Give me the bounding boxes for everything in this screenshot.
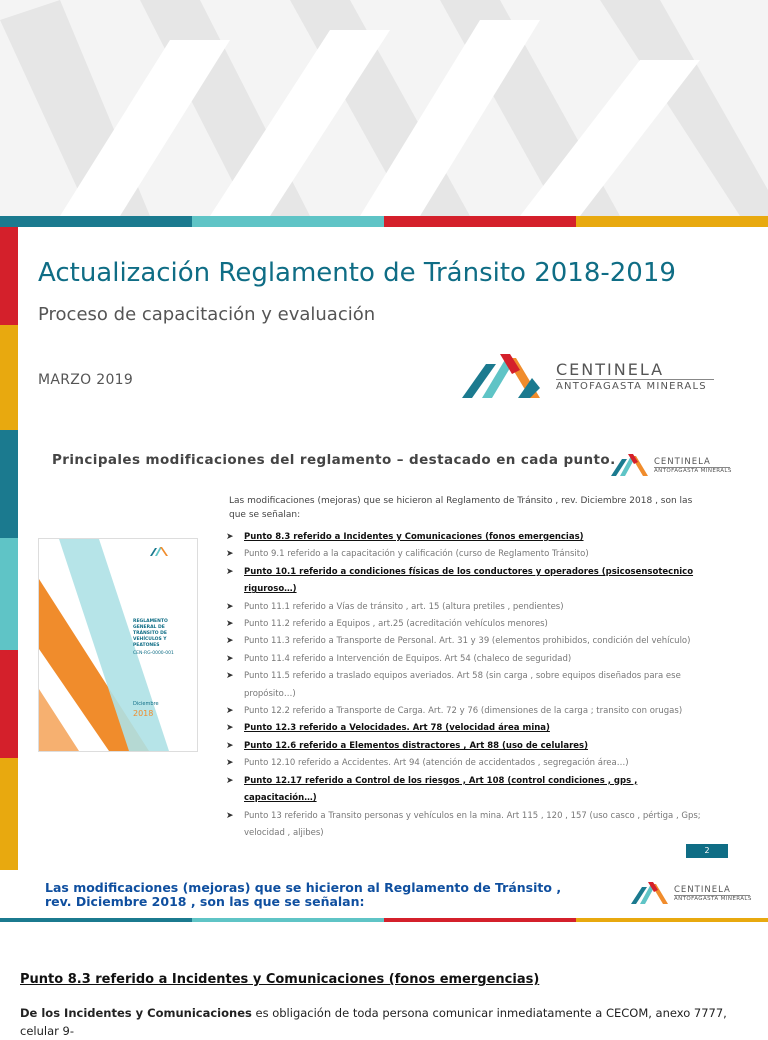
point-text: Punto 12.17 referido a Control de los riesgos , Art 108 (control condiciones , gps , capacitación…) (244, 775, 638, 804)
logo-small-name: CENTINELA (654, 457, 711, 467)
section-heading: Principales modificaciones del reglamento – destacado en cada punto. (52, 452, 616, 468)
slide-date: MARZO 2019 (38, 372, 134, 388)
points-list (224, 529, 704, 842)
arrow-bullet-icon: ➤ (226, 549, 234, 560)
point-text: Punto 11.1 referido a Vías de tránsito , art. 15 (altura pretiles , pendientes) (244, 601, 564, 612)
arrow-bullet-icon: ➤ (226, 758, 234, 769)
sidebar-red-2 (0, 650, 18, 758)
arrow-bullet-icon: ➤ (226, 636, 234, 647)
arrow-bullet-icon: ➤ (226, 566, 234, 577)
arrow-bullet-icon: ➤ (226, 532, 234, 542)
stripe-yellow (576, 216, 768, 227)
hero-pattern (0, 0, 768, 216)
point-text: Punto 10.1 referido a condiciones físicas de los conductores y operadores (psicosensotecnico riguroso…) (244, 566, 694, 595)
point-text: Punto 12.6 referido a Elementos distractores , Art 88 (uso de celulares) (244, 740, 588, 751)
point-item (224, 703, 704, 720)
point-text: Punto 11.2 referido a Equipos , art.25 (acreditación vehículos menores) (244, 619, 548, 630)
page3-stripe (0, 918, 768, 922)
point-item (224, 564, 704, 599)
sidebar-light-teal (0, 538, 18, 650)
arrow-bullet-icon: ➤ (226, 706, 234, 717)
point-text: Punto 8.3 referido a Incidentes y Comunicaciones (fonos emergencias) (244, 532, 584, 542)
point-text: Punto 9.1 referido a la capacitación y calificación (curso de Reglamento Tránsito) (244, 549, 589, 560)
point-item (224, 668, 704, 703)
page3-stripe-yellow (576, 918, 768, 922)
stripe-light-teal (192, 216, 384, 227)
page3-body-bold: De los Incidentes y Comunicaciones (20, 1006, 252, 1020)
arrow-bullet-icon: ➤ (226, 619, 234, 630)
logo-page3-tagline: ANTOFAGASTA MINERALS (674, 896, 752, 902)
sidebar-yellow (0, 325, 18, 430)
logo-divider (556, 379, 714, 380)
point-item (224, 616, 704, 633)
point-text: Punto 11.5 referido a traslado equipos averiados. Art 58 (sin carga , sobre equipos diseñados para ese propósito…) (244, 671, 681, 699)
slide-subtitle: Proceso de capacitación y evaluación (38, 304, 376, 325)
point-item (224, 720, 704, 737)
point-text: Punto 11.4 referido a Intervención de Equipos. Art 54 (chaleco de seguridad) (244, 653, 572, 664)
page3-stripe-teal (0, 918, 192, 922)
centinela-logo-icon (460, 350, 552, 406)
point-item (224, 633, 704, 650)
page3-heading: Las modificaciones (mejoras) que se hicieron al Reglamento de Tránsito , rev. Diciembre 2018 , son las que se señalan: (45, 880, 562, 909)
document-month: Diciembre (133, 701, 159, 707)
document-logo-icon (149, 545, 169, 557)
sidebar-teal (0, 430, 18, 538)
page3-stripe-light-teal (192, 918, 384, 922)
point-item (224, 529, 704, 546)
page-number-badge: 2 (686, 844, 728, 858)
arrow-bullet-icon: ➤ (226, 671, 234, 682)
point-text: Punto 12.3 referido a Velocidades. Art 78 (velocidad área mina) (244, 723, 550, 734)
logo-tagline: ANTOFAGASTA MINERALS (556, 381, 707, 392)
document-year: 2018 (133, 709, 154, 718)
slide-title: Actualización Reglamento de Tránsito 2018-2019 (38, 258, 676, 288)
point-item (224, 808, 704, 843)
arrow-bullet-icon: ➤ (226, 601, 234, 612)
point-text: Punto 12.10 referido a Accidentes. Art 94 (atención de accidentados , segregación área…) (244, 758, 629, 769)
hero-banner (0, 0, 768, 216)
arrow-bullet-icon: ➤ (226, 653, 234, 664)
point-text: Punto 12.2 referido a Transporte de Carga. Art. 72 y 76 (dimensiones de la carga ; transito con orugas) (244, 706, 683, 717)
centinela-logo-small (610, 452, 732, 480)
document-cover (38, 538, 198, 752)
intro-text: Las modificaciones (mejoras) que se hicieron al Reglamento de Tránsito , rev. Diciembre 2018 , son las que se señalan: (229, 496, 693, 520)
page3-body-rest: es obligación de toda persona comunicar inmediatamente a CECOM, anexo 7777, celular 9- (20, 1006, 727, 1038)
arrow-bullet-icon: ➤ (226, 740, 234, 751)
page3-stripe-red (384, 918, 576, 922)
logo-small-tagline: ANTOFAGASTA MINERALS (654, 468, 732, 474)
logo-name: CENTINELA (556, 360, 665, 379)
centinela-logo-page3-icon (630, 880, 672, 908)
point-text: Punto 13 referido a Transito personas y vehículos en la mina. Art 115 , 120 , 157 (uso casco , pértiga , Gps; velocidad , aljibes) (244, 810, 701, 838)
sidebar-red (0, 227, 18, 325)
point-item (224, 773, 704, 808)
point-item (224, 599, 704, 616)
point-item (224, 546, 704, 563)
sidebar-yellow-2 (0, 758, 18, 870)
page3-punto-title: Punto 8.3 referido a Incidentes y Comunicaciones (fonos emergencias) (20, 972, 540, 987)
document-code: CEN-RG-0000-001 (133, 651, 174, 656)
point-text: Punto 11.3 referido a Transporte de Personal. Art. 31 y 39 (elementos prohibidos, condición del vehículo) (244, 636, 691, 647)
stripe-teal (0, 216, 192, 227)
centinela-logo (460, 350, 730, 406)
arrow-bullet-icon: ➤ (226, 723, 234, 734)
point-item (224, 651, 704, 668)
centinela-logo-small-icon (610, 452, 652, 480)
page3-body (20, 1004, 750, 1040)
point-item (224, 738, 704, 755)
stripe-red (384, 216, 576, 227)
color-stripe (0, 216, 768, 227)
arrow-bullet-icon: ➤ (226, 810, 234, 821)
logo-page3-name: CENTINELA (674, 885, 731, 895)
arrow-bullet-icon: ➤ (226, 775, 234, 786)
document-title: REGLAMENTO GENERAL DE TRÁNSITO DE VEHÍCULOS Y PEATONES (133, 619, 168, 648)
centinela-logo-page3 (630, 880, 752, 908)
point-item (224, 755, 704, 772)
